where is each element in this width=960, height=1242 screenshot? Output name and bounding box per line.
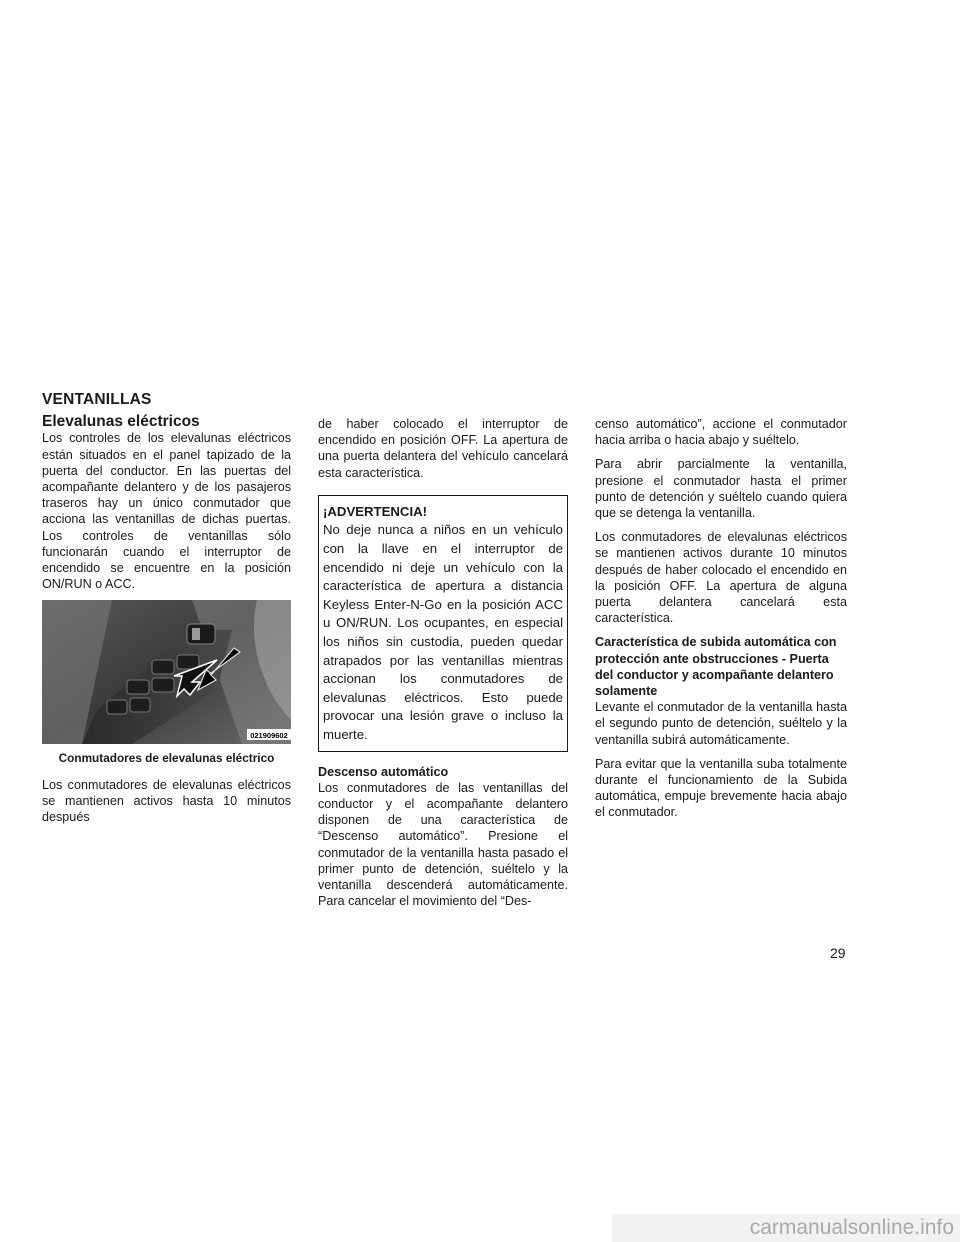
auto-down-paragraph: Los conmutadores de las ventanillas del conductor y el acompañante delantero disponen de una característica de “Descenso automático”. Presione el conmutador de la ventanilla hasta pasado el primer punto de detención, suéltelo y la ventanilla descenderá automáticamente. Para cancelar el movimiento del “Des- [318,780,568,909]
auto-down-heading: Descenso automático [318,764,449,779]
after-figure-paragraph: Los conmutadores de elevalunas eléctricos se mantienen activos hasta 10 minutos después [42,777,291,825]
active-time-paragraph: Los conmutadores de elevalunas eléctricos se mantienen activos durante 10 minutos después de haber colocado el encendido en la posición OFF. La apertura de alguna puerta delantera cancelará esta característica. [595,530,847,626]
continued-paragraph: de haber colocado el interruptor de encendido en posición OFF. La apertura de una puerta delantera del vehículo cancelará esta característica. [318,417,568,480]
column-1 [42,392,291,833]
auto-up-heading: Característica de subida automática con protección ante obstrucciones - Puerta del conductor y acompañante delantero solamente [595,635,837,699]
watermark: carmanualsonline.info [612,1214,960,1242]
window-switch-photo [42,600,291,744]
partial-open-paragraph: Para abrir parcialmente la ventanilla, presione el conmutador hasta el primer punto de detención y suéltelo cuando quiera que se detenga la ventanilla. [595,457,847,521]
prevent-paragraph: Para evitar que la ventanilla suba totalmente durante el funcionamiento de la Subida automática, empuje brevemente hacia abajo el conmutador. [595,756,847,820]
continued-paragraph-3: censo automático”, accione el conmutador hacia arriba o hacia abajo y suéltelo. [595,417,847,448]
column-3 [595,416,847,829]
intro-paragraph: Los controles de los elevalunas eléctricos están situados en el panel tapizado de la puerta del conductor. En las puertas del acompañante delantero y de los pasajeros traseros hay un único conmutador que acciona las ventanillas de dichas puertas. Los controles de ventanillas sólo funcionarán cuando el interruptor de encendido se encuentre en la posición ON/RUN o ACC. [42,431,291,592]
section-subtitle: Elevalunas eléctricos [42,413,200,431]
page-number: 29 [830,945,846,961]
window-switch-figure [42,600,291,744]
auto-up-paragraph: Levante el conmutador de la ventanilla hasta el segundo punto de detención, suéltelo y la ventanilla subirá automáticamente. [595,700,847,747]
column-2 [318,416,568,917]
figure-code: 021909602 [250,731,288,741]
warning-title: ¡ADVERTENCIA! [323,503,428,519]
warning-box [318,495,568,752]
warning-body: No deje nunca a niños en un vehículo con la llave en el interruptor de encendido ni deje un vehículo con la característica de apertura a distancia Keyless Enter-N-Go en la posición ACC u ON/RUN. Los ocupantes, en especial los niños sin custodia, pueden quedar atrapados por las ventanillas mientras accionan los conmutadores de elevalunas eléctricos. Esto puede provocar una lesión grave o incluso la muerte. [323,522,563,742]
section-title: VENTANILLAS [42,391,152,408]
figure-caption: Conmutadores de elevalunas eléctrico [58,751,275,766]
